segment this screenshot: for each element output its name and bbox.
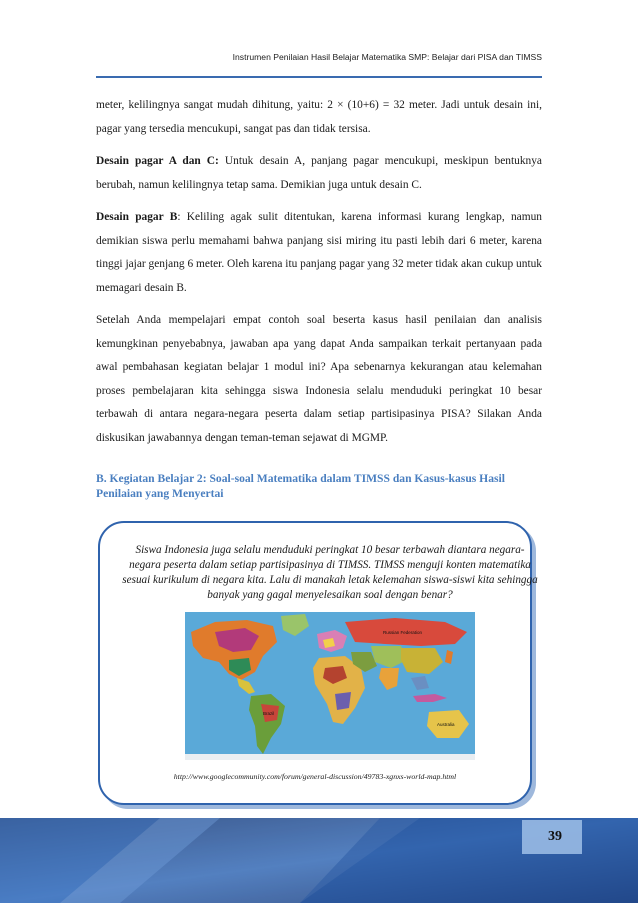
footer-band-svg [0,818,638,903]
footer-decoration [0,818,638,903]
world-map-svg [185,612,475,760]
body-text [96,94,542,459]
world-map-image [185,612,475,760]
paragraph-2 [96,150,542,197]
running-header: Instrumen Penilaian Hasil Belajar Matematika SMP: Belajar dari PISA dan TIMSS [232,52,542,62]
paragraph-3-text: : Keliling agak sulit ditentukan, karena informasi kurang lengkap, namun demikian siswa perlu memahami bahwa panjang sisi miring itu pasti lebih dari 6 meter, karena tinggi jajar genjang 6 meter. Oleh karena itu panjang pagar yang 32 meter tidak akan cukup untuk memagari desain B. [96,211,542,294]
callout-text: Siswa Indonesia juga selalu menduduki peringkat 10 besar terbawah diantara negara-negara peserta dalam setiap partisipasinya di TIMSS. TIMSS menguji konten matematika sesuai kurikulum di negara kita. Lalu di manakah letak kelemahan siswa-siswi kita sehingga banyak yang gagal menyelesaikan soal dengan benar? [122,544,538,601]
paragraph-3 [96,206,542,300]
paragraph-2-label: Desain pagar A dan C: [96,155,219,167]
page-number: 39 [548,829,562,844]
paragraph-3-label: Desain pagar B [96,211,178,223]
paragraph-2-text: Untuk desain A, panjang pagar mencukupi, meskipun bentuknya berubah, namun kelilingnya tetap sama. Demikian juga untuk desain C. [96,155,542,191]
map-label-russia: Russian Federation [383,630,423,635]
map-source-caption: http://www.googlecommunity.com/forum/general-discussion/49783-xgnxs-world-map.html [173,772,457,781]
header-rule [96,76,542,78]
central-africa-shape [335,692,351,710]
paragraph-4: Setelah Anda mempelajari empat contoh soal beserta kasus hasil penilaian dan analisis kemungkinan penyebabnya, jawaban apa yang dapat Anda sampaikan terkait pertanyaan pada awal pembahasan kegiatan belajar 1 modul ini? Apa sebenarnya kekurangan atau kelemahan proses pembelajaran kita sehingga siswa Indonesia selalu menduduki peringkat 10 besar terbawah di antara negara-negara peserta dalam setiap partisipasinya PISA? Silakan Anda diskusikan jawabannya dengan teman-teman sejawat di MGMP. [96,314,542,444]
map-label-australia: Australia [437,722,455,727]
paragraph-1: meter, kelilingnya sangat mudah dihitung, yaitu: 2 × (10+6) = 32 meter. Jadi untuk desain ini, pagar yang tersedia mencukupi, sangat pas dan tidak tersisa. [96,99,542,135]
map-label-brazil: Brazil [263,711,275,716]
section-heading: B. Kegiatan Belajar 2: Soal-soal Matematika dalam TIMSS dan Kasus-kasus Hasil Penilaian yang Menyertai [96,472,505,500]
antarctica-shape [185,754,475,760]
